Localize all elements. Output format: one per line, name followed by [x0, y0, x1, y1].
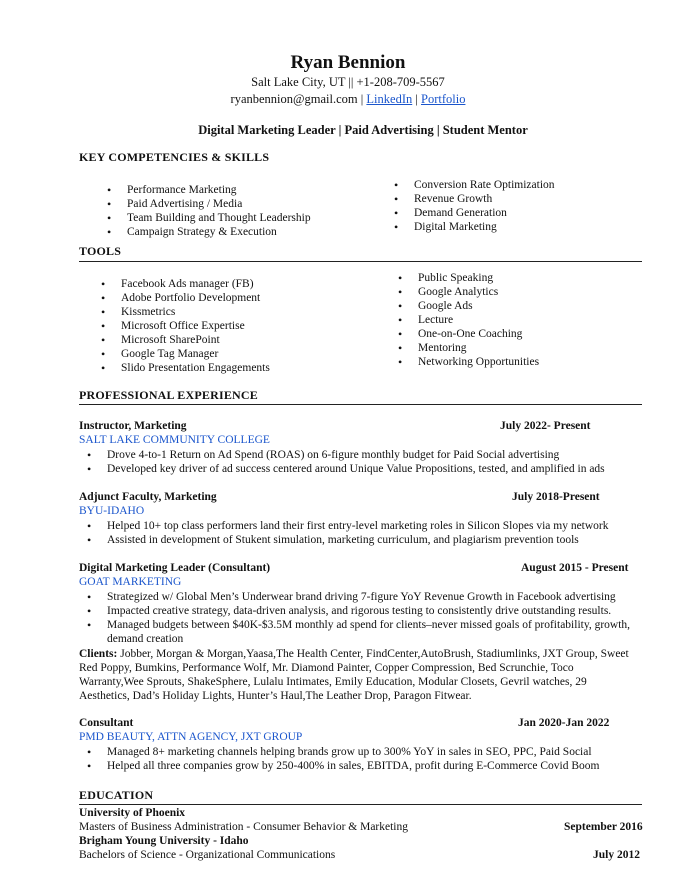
portfolio-link[interactable]: Portfolio [421, 92, 466, 106]
divider [79, 404, 642, 405]
email-text: ryanbennion@gmail.com [230, 92, 358, 106]
degree: Bachelors of Science - Organizational Communications [79, 849, 336, 861]
list-item: • Campaign Strategy & Execution [105, 225, 311, 239]
list-item: • Microsoft Office Expertise [99, 319, 270, 333]
list-item: • Slido Presentation Engagements [99, 361, 270, 375]
job-org: PMD BEAUTY, ATTN AGENCY, JXT GROUP [79, 731, 303, 743]
resume-name: Ryan Bennion [290, 52, 406, 73]
school-name: Brigham Young University - Idaho [79, 835, 249, 847]
clients-text: Jobber, Morgan & Morgan,Yaasa,The Health Center, FindCenter,AutoBrush, Stadiumlinks, JXT Group, Sweet Red Poppy, Bumkins, Performance Wolf, Mr. Diamond Painter, Copper Compression, Bed Scrunchie, Toco Warranty,Wee Sprouts, ShakeSphere, Lulalu Intimates, Emily Education, Modular Closets, Gevril watches, 29 Aesthetics, Dad’s Holiday Lights, Hunter’s Haul,The Leather Drop, Paragon Fitwear. [79, 648, 629, 702]
job-bullets [85, 590, 637, 646]
divider [79, 804, 642, 805]
list-item: • Strategized w/ Global Men’s Underwear brand driving 7-figure YoY Revenue Growth in Facebook advertising [85, 590, 637, 604]
section-title-education: EDUCATION [79, 788, 154, 802]
contact-line [0, 92, 696, 107]
linkedin-link[interactable]: LinkedIn [366, 92, 413, 106]
separator: | [412, 92, 421, 106]
list-item: • Public Speaking [396, 271, 539, 285]
school-name: University of Phoenix [79, 807, 186, 819]
job-org: BYU-IDAHO [79, 505, 145, 517]
job-title: Digital Marketing Leader (Consultant) [79, 562, 271, 574]
list-item: • Paid Advertising / Media [105, 197, 311, 211]
list-item: • Google Ads [396, 299, 539, 313]
job-org: SALT LAKE COMMUNITY COLLEGE [79, 434, 270, 446]
list-item: • Kissmetrics [99, 305, 270, 319]
list-item: • Google Tag Manager [99, 347, 270, 361]
education-date: July 2012 [593, 849, 640, 861]
section-title-experience: PROFESSIONAL EXPERIENCE [79, 388, 258, 402]
list-item: • Demand Generation [392, 206, 555, 220]
job-title: Consultant [79, 717, 134, 729]
list-item: • Managed 8+ marketing channels helping brands grow up to 300% YoY in sales in SEO, PPC, Paid Social [85, 745, 599, 759]
tools-list-left [99, 277, 270, 375]
job-date: July 2022- Present [500, 420, 591, 432]
list-item: • Managed budgets between $40K-$3.5M monthly ad spend for clients–never missed goals of profitability, growth, demand creation [85, 618, 637, 646]
list-item: • Helped all three companies grow by 250-400% in sales, EBITDA, profit during E-Commerce Covid Boom [85, 759, 599, 773]
job-date: July 2018-Present [512, 491, 600, 503]
list-item: • One-on-One Coaching [396, 327, 539, 341]
job-date: August 2015 - Present [521, 562, 629, 574]
list-item: • Impacted creative strategy, data-driven analysis, and rigorous testing to consistently drive outstanding results. [85, 604, 637, 618]
job-bullets [85, 448, 605, 476]
list-item: • Adobe Portfolio Development [99, 291, 270, 305]
list-item: • Performance Marketing [105, 183, 311, 197]
clients-paragraph [79, 647, 639, 703]
list-item: • Lecture [396, 313, 539, 327]
job-bullets [85, 745, 599, 773]
section-title-skills: KEY COMPETENCIES & SKILLS [79, 150, 270, 164]
list-item: • Facebook Ads manager (FB) [99, 277, 270, 291]
divider [79, 261, 642, 262]
list-item: • Revenue Growth [392, 192, 555, 206]
job-date: Jan 2020-Jan 2022 [518, 717, 610, 729]
list-item: • Developed key driver of ad success centered around Unique Value Propositions, tested, and amplified in ads [85, 462, 605, 476]
list-item: • Digital Marketing [392, 220, 555, 234]
clients-label: Clients: [79, 648, 118, 660]
list-item: • Google Analytics [396, 285, 539, 299]
degree: Masters of Business Administration - Consumer Behavior & Marketing [79, 821, 408, 833]
location-phone: Salt Lake City, UT || +1-208-709-5567 [251, 75, 445, 89]
skills-list-right [392, 178, 555, 234]
job-title: Adjunct Faculty, Marketing [79, 491, 217, 503]
separator: | [357, 92, 367, 106]
list-item: • Assisted in development of Stukent simulation, marketing curriculum, and plagiarism prevention tools [85, 533, 609, 547]
list-item: • Mentoring [396, 341, 539, 355]
job-title: Instructor, Marketing [79, 420, 187, 432]
headline: Digital Marketing Leader | Paid Advertising | Student Mentor [198, 123, 528, 137]
list-item: • Microsoft SharePoint [99, 333, 270, 347]
list-item: • Conversion Rate Optimization [392, 178, 555, 192]
list-item: • Team Building and Thought Leadership [105, 211, 311, 225]
list-item: • Helped 10+ top class performers land their first entry-level marketing roles in Silicon Slopes via my network [85, 519, 609, 533]
job-org: GOAT MARKETING [79, 576, 182, 588]
education-date: September 2016 [564, 821, 643, 833]
job-bullets [85, 519, 609, 547]
section-title-tools: TOOLS [79, 244, 122, 258]
list-item: • Drove 4-to-1 Return on Ad Spend (ROAS) on 6-figure monthly budget for Paid Social advertising [85, 448, 605, 462]
skills-list-left [105, 183, 311, 239]
list-item: • Networking Opportunities [396, 355, 539, 369]
tools-list-right [396, 271, 539, 369]
